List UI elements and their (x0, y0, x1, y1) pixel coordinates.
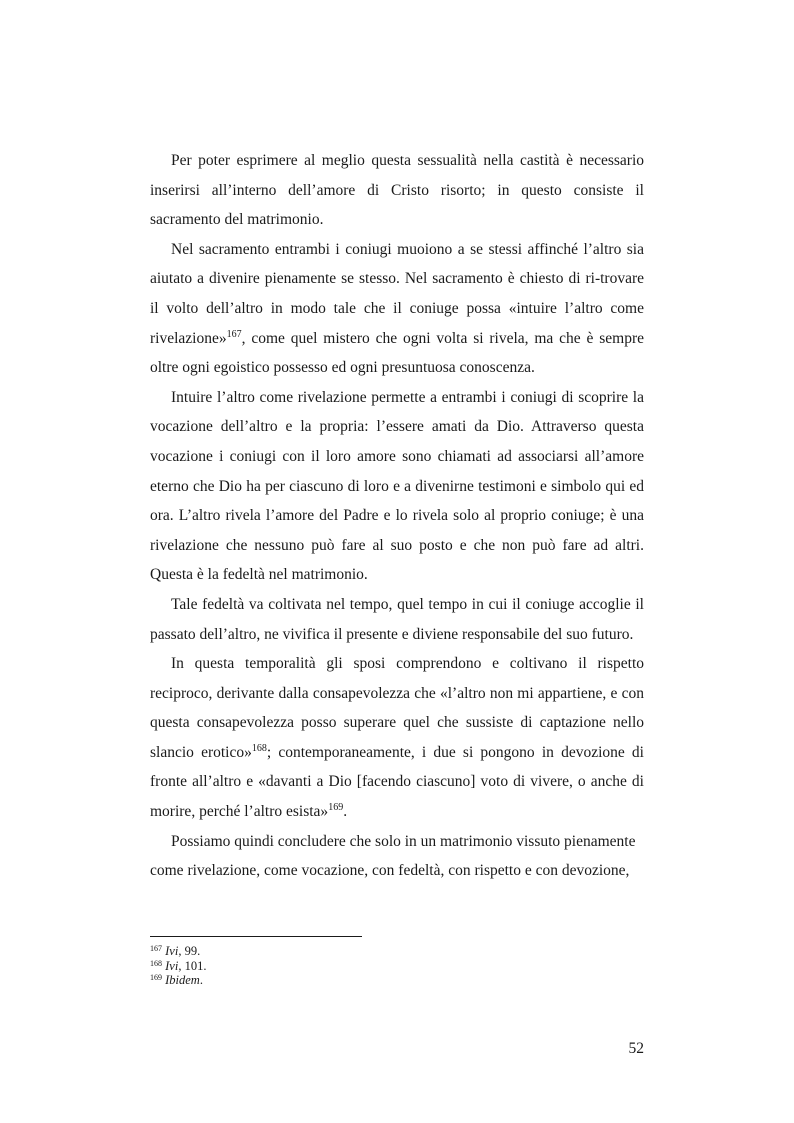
footnote-ref-168: 168 (251, 742, 267, 754)
paragraph: In questa temporalità gli sposi comprendono e coltivano il rispetto reciproco, derivante dalla consapevolezza che «l’altro non mi appartiene, e con questa consapevolezza posso superare quel che sussiste di captazione nello slancio erotico»$^{168}$; contemporaneamente, i due si pongono in devozione di fronte all’altro e «davanti a Dio [facendo ciascuno] voto di vivere, o anche di morire, perché l’altro esista»$^{169}$. (150, 655, 644, 821)
footnote-ref-167: 167 (226, 328, 242, 340)
paragraph: Per poter esprimere al meglio questa sessualità nella castità è necessario inserirsi all’interno dell’amore di Cristo risorto; in questo consiste il sacramento del matrimonio. (150, 152, 644, 229)
paragraph: Tale fedeltà va coltivata nel tempo, quel tempo in cui il coniuge accoglie il passato dell’altro, ne vivifica il presente e diviene responsabile del suo futuro. (150, 595, 644, 643)
footnote-ref-169: 169 (328, 802, 344, 814)
footnote: $^{169}$ Ibidem. (150, 973, 203, 987)
main-text (150, 146, 644, 886)
footnote-divider (150, 936, 362, 937)
paragraph: Intuire l’altro come rivelazione permette a entrambi i coniugi di scoprire la vocazione dell’altro e la propria: l’essere amati da Dio. Attraverso questa vocazione i coniugi con il loro amore sono chiamati ad associarsi all’amore eterno che Dio ha per ciascuno di loro e a divenirne testimoni e simbolo qui ed ora. L’altro rivela l’amore del Padre e lo rivela solo al proprio coniuge; è una rivelazione che nessuno può fare al suo posto e che non può fare ad altri. Questa è la fedeltà nel matrimonio. (150, 388, 644, 584)
footnote: $^{168}$ Ivi, 101. (150, 958, 207, 973)
paragraph: Nel sacramento entrambi i coniugi muoiono a se stessi affinché l’altro sia aiutato a divenire pienamente se stesso. Nel sacramento è chiesto di ri-trovare il volto dell’altro in modo tale che il coniuge possa «intuire l’altro come rivelazione»$^{167}$, come quel mistero che ogni volta si rivela, ma che è sempre oltre ogni egoistico possesso ed ogni presuntuosa conoscenza. (150, 240, 644, 377)
page-number: 52 (628, 1040, 644, 1057)
paragraph: Possiamo quindi concludere che solo in un matrimonio vissuto pienamente come rivelazione, come vocazione, con fedeltà, con rispetto e con devozione, (150, 832, 636, 880)
footnote: $^{167}$ Ivi, 99. (150, 944, 201, 958)
footnotes (150, 944, 644, 988)
